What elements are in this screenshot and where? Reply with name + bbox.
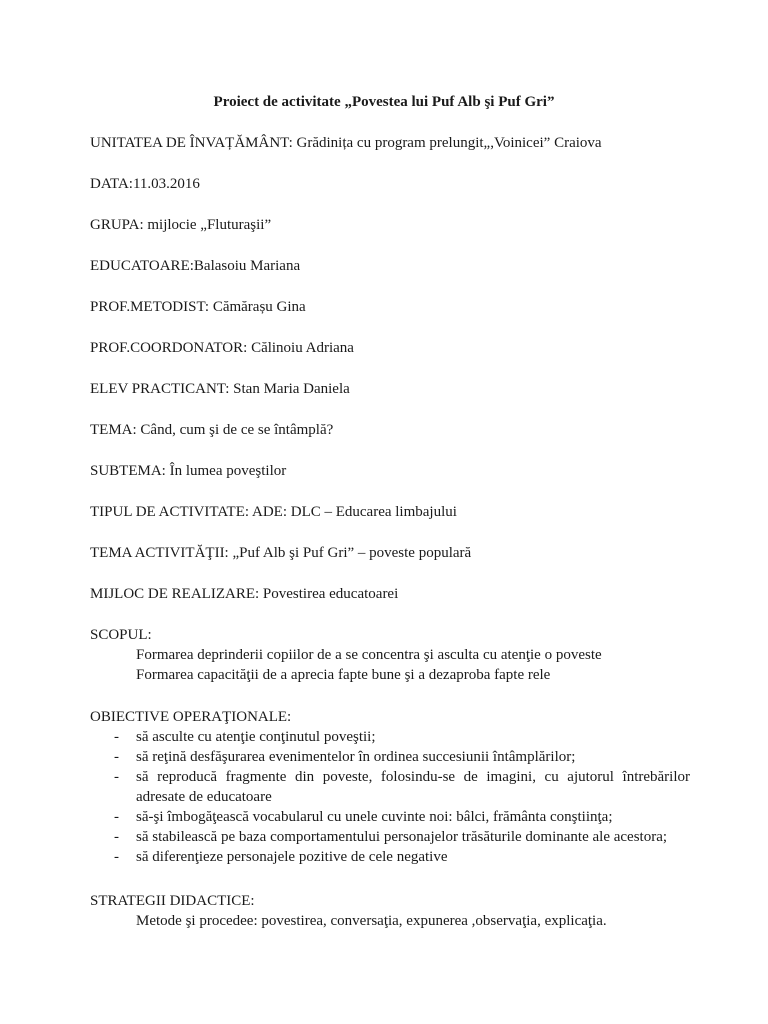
field-label: MIJLOC DE REALIZARE: <box>90 586 260 602</box>
bullet-dash: - <box>114 829 119 845</box>
bullet-dash: - <box>114 849 119 865</box>
section-obiective <box>90 707 690 867</box>
field-label: SUBTEMA: <box>90 463 166 479</box>
section-heading: OBIECTIVE OPERAŢIONALE: <box>90 709 292 725</box>
objectives-list <box>90 727 690 867</box>
field-grupa <box>90 215 690 235</box>
field-value: Când, cum şi de ce se întâmplă? <box>136 422 334 438</box>
objective-item <box>90 827 690 847</box>
field-value: În lumea poveştilor <box>165 463 287 479</box>
objective-text: să diferenţieze personajele pozitive de cele negative <box>136 849 448 865</box>
field-label: PROF.COORDONATOR: <box>90 340 248 356</box>
scopul-line: Formarea deprinderii copiilor de a se concentra şi asculta cu atenţie o poveste <box>136 647 602 663</box>
scopul-line: Formarea capacităţii de a aprecia fapte bune şi a dezaproba fapte rele <box>136 667 551 683</box>
field-value: mijlocie „Fluturaşii” <box>143 217 272 233</box>
field-prof-coordonator <box>90 338 690 358</box>
field-educatoare <box>90 256 690 276</box>
field-value: Călinoiu Adriana <box>247 340 354 356</box>
field-elev-practicant <box>90 379 690 399</box>
field-value: Grădinița cu program prelungit„,Voinicei” Craiova <box>292 135 602 151</box>
field-value: Balasoiu Mariana <box>193 258 301 274</box>
field-subtema <box>90 461 690 481</box>
section-scopul <box>90 625 690 685</box>
bullet-dash: - <box>114 729 119 745</box>
field-label: TEMA: <box>90 422 137 438</box>
field-prof-metodist <box>90 297 690 317</box>
objective-text: să-şi îmbogăţească vocabularul cu unele cuvinte noi: bâlci, frământa conştiinţa; <box>136 809 613 825</box>
objective-text: să stabilească pe baza comportamentului personajelor trăsăturile dominante ale acestora; <box>136 829 668 845</box>
objective-text: să reproducă fragmente din poveste, folosindu-se de imagini, cu ajutorul întrebărilor adresate de educatoare <box>136 769 690 805</box>
bullet-dash: - <box>114 769 119 785</box>
field-label: GRUPA: <box>90 217 144 233</box>
field-label: TIPUL DE ACTIVITATE: <box>90 504 250 520</box>
strategii-line: Metode şi procedee: povestirea, conversaţia, expunerea ,observaţia, explicaţia. <box>136 913 607 929</box>
field-tema <box>90 420 690 440</box>
field-label: DATA: <box>90 176 133 192</box>
field-mijloc-realizare <box>90 584 690 604</box>
field-value: „Puf Alb şi Puf Gri” – poveste populară <box>228 545 472 561</box>
objective-item <box>90 847 690 867</box>
bullet-dash: - <box>114 809 119 825</box>
field-data <box>90 174 690 194</box>
objective-text: să reţină desfăşurarea evenimentelor în ordinea succesiunii întâmplărilor; <box>136 749 576 765</box>
field-unitatea <box>90 133 690 153</box>
objective-item <box>90 767 690 807</box>
objective-item <box>90 807 690 827</box>
section-strategii <box>90 891 690 931</box>
bullet-dash: - <box>114 749 119 765</box>
field-label: TEMA ACTIVITĂŢII: <box>90 545 229 561</box>
field-tema-activitatii <box>90 543 690 563</box>
section-heading: STRATEGII DIDACTICE: <box>90 893 255 909</box>
field-value: Povestirea educatoarei <box>259 586 399 602</box>
field-value: Cămărașu Gina <box>209 299 306 315</box>
document-title: Proiect de activitate „Povestea lui Puf Alb şi Puf Gri” <box>213 94 555 110</box>
objective-item <box>90 747 690 767</box>
field-label: PROF.METODIST: <box>90 299 210 315</box>
section-heading: SCOPUL: <box>90 627 152 643</box>
field-value: 11.03.2016 <box>132 176 200 192</box>
field-label: UNITATEA DE ÎNVAȚĂMÂNT: <box>90 135 293 151</box>
field-label: ELEV PRACTICANT: <box>90 381 230 397</box>
field-value: ADE: DLC – Educarea limbajului <box>249 504 457 520</box>
objective-item <box>90 727 690 747</box>
objective-text: să asculte cu atenţie conţinutul poveştii; <box>136 729 376 745</box>
field-label: EDUCATOARE: <box>90 258 194 274</box>
field-value: Stan Maria Daniela <box>229 381 350 397</box>
field-tipul-activitate <box>90 502 690 522</box>
